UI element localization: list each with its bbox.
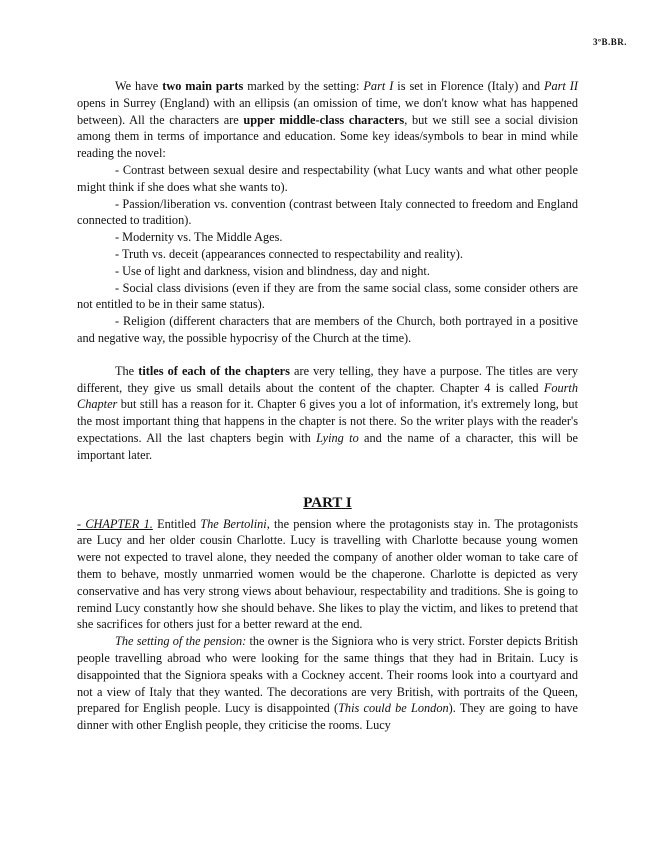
text-run: ). They are going to have dinner with other English people, they criticise the rooms. Lucy (77, 701, 579, 733)
text-run: but still has a reason for it. Chapter 6 gives you a lot of information, it's extremely long, but the most important thing that happens in the chapter is not there. So the writer plays with the reader's expectations. All the last chapters begin with (77, 397, 578, 445)
italic-run: The setting of the pension: (115, 634, 247, 649)
key-idea-item: - Use of light and darkness, vision and blindness, day and night. (115, 263, 430, 278)
key-idea-item: - Social class divisions (even if they are from the same social class, some consider others are not entitled to be in their same status). (77, 280, 578, 312)
text-run: opens in Surrey (England) with an ellipsis (an omission of time, we don't know what has happened between). All the characters are (77, 95, 578, 127)
text-run: is set in Florence (Italy) and (393, 79, 544, 93)
chapter-1-paragraph (77, 516, 578, 634)
key-idea-item: - Truth vs. deceit (appearances connected to respectability and reality). (115, 246, 463, 261)
header-tag: 3ºB.BR. (593, 37, 627, 47)
text-run: , the pension where the protagonists stay in. The protagonists are Lucy and her older cousin Charlotte. Lucy is travelling with Charlotte because young women were not expected to travel alone, they needed the company of another older woman to take care of them to behave, mostly unmarried women would be the chaperone. Charlotte is depicted as very conservative and has very strong views about behaviour, respectability and traditions. She is going to remind Lucy constantly how she should behave. She likes to play the victim, and likes to pretend that she sacrifices for others just for a better reward at the end. (77, 516, 578, 632)
intro-paragraph (77, 78, 578, 162)
document-body (77, 78, 578, 734)
italic-run: The Bertolini (200, 516, 267, 531)
bold-run: upper middle-class characters (243, 112, 405, 127)
italic-run: Part II (543, 79, 578, 93)
text-run: are very telling, they have a purpose. The titles are very different, they give us small details about the content of the chapter. Chapter 4 is called (77, 363, 579, 395)
key-idea-item: - Religion (different characters that are members of the Church, both portrayed in a positive and negative way, the possible hypocrisy of the Church at the time). (77, 314, 578, 345)
italic-run: Lying to (316, 430, 359, 445)
text-run: We have (115, 79, 163, 93)
pension-setting-paragraph (77, 633, 578, 734)
bold-run: titles of each of the chapters (138, 363, 290, 378)
key-idea-item: - Passion/liberation vs. convention (contrast between Italy connected to freedom and England connected to tradition). (77, 196, 578, 228)
chapter-titles-paragraph (77, 363, 578, 464)
key-idea-item: - Contrast between sexual desire and respectability (what Lucy wants and what other people might think if she does what she wants to). (77, 162, 578, 194)
italic-run: Fourth Chapter (77, 380, 578, 412)
bold-run: two main parts (162, 79, 244, 93)
paragraph-gap (77, 347, 578, 363)
text-run: Entitled (152, 516, 201, 531)
text-run: The (115, 363, 139, 378)
chapter-label: - CHAPTER 1. (77, 516, 153, 531)
text-run: and the name of a character, this will be important later. (77, 430, 578, 462)
italic-run: This could be London (338, 701, 449, 716)
key-idea-item: - Modernity vs. The Middle Ages. (115, 230, 283, 245)
italic-run: Part I (363, 79, 394, 93)
text-run: marked by the setting: (243, 79, 364, 93)
text-run: the owner is the Signiora who is very strict. Forster depicts British people travelling abroad who were looking for the same things that they had in Britain. Lucy is disappointed that the Signiora speaks with a Cockney accent. Their rooms look into a courtyard and not a view of Italy that they wanted. The decorations are very British, with portraits of the Queen, prepared for English people. Lucy is disappointed ( (77, 634, 579, 716)
text-run: , but we still see a social division among them in terms of importance and education. Some key ideas/symbols to bear in mind while reading the novel: (77, 112, 578, 161)
section-gap (77, 464, 578, 494)
part-heading: PART I (303, 494, 352, 511)
